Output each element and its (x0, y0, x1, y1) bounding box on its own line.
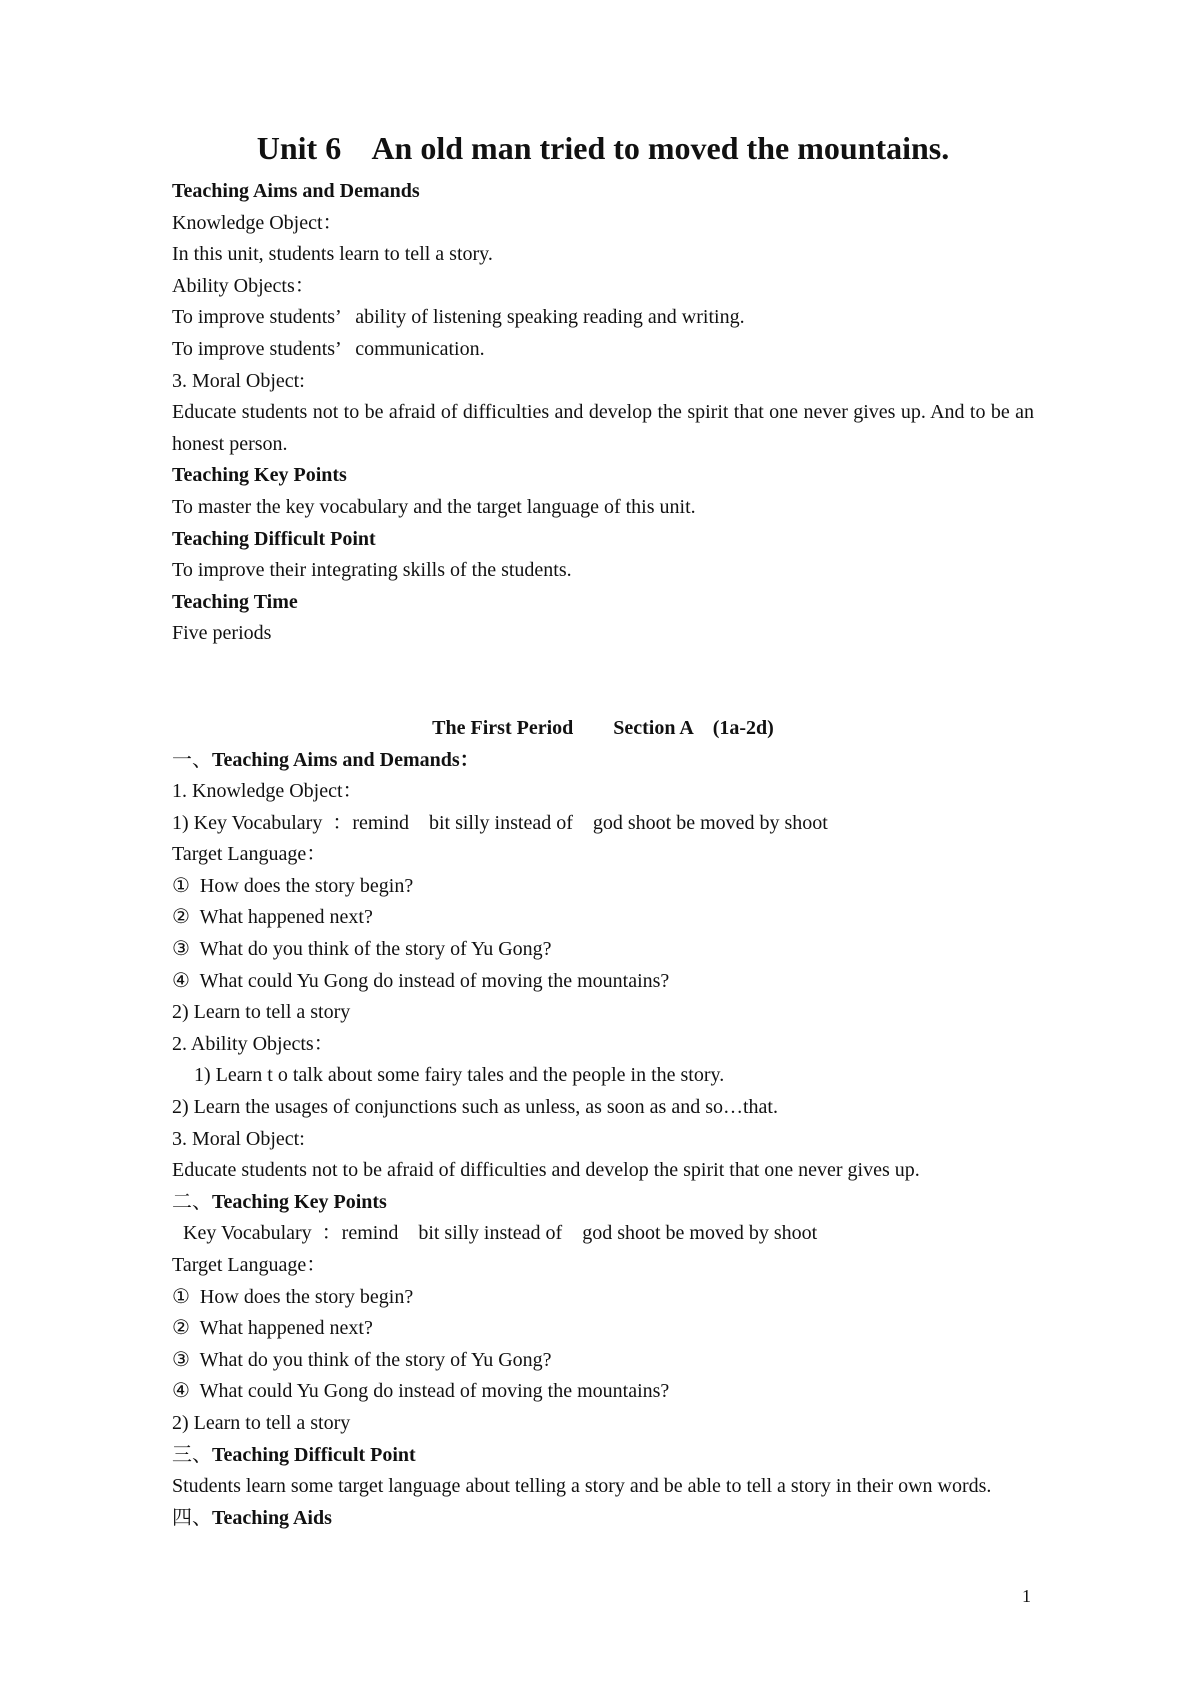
section-number: 三、 (172, 1443, 212, 1466)
ability-item: 2) Learn the usages of conjunctions such as unless, as soon as and so…that. (172, 1096, 778, 1119)
document-page (172, 120, 1034, 1534)
ability-item: To improve students’ ability of listening speaking reading and writing. (172, 306, 745, 329)
target-question: ① How does the story begin? (172, 874, 414, 897)
target-question: ① How does the story begin? (172, 1285, 414, 1308)
section-number: 二、 (172, 1190, 212, 1213)
ability-item: To improve students’ communication. (172, 337, 485, 360)
ability-label: Ability Objects： (172, 274, 315, 297)
teaching-time-text: Five periods (172, 622, 272, 645)
section-heading (172, 1503, 1034, 1535)
spacer (172, 650, 1034, 713)
difficult-point-text: To improve their integrating skills of the students. (172, 559, 572, 582)
target-language-label: Target Language： (172, 1254, 327, 1276)
target-language-label: Target Language： (172, 843, 327, 866)
section-heading-text: Teaching Key Points (212, 1190, 387, 1213)
knowledge-label: Knowledge Object： (172, 211, 343, 234)
learn-item: 2) Learn to tell a story (172, 1411, 351, 1434)
moral-label: 3. Moral Object: (172, 369, 305, 392)
section-heading (172, 1187, 1034, 1219)
target-question: ③ What do you think of the story of Yu Gong? (172, 938, 552, 961)
moral-label: 3. Moral Object: (172, 1127, 305, 1150)
difficult-point-text: Students learn some target language about telling a story and be able to tell a story in their own words. (172, 1475, 992, 1498)
difficult-point-heading: Teaching Difficult Point (172, 527, 376, 550)
target-question: ② What happened next? (172, 906, 373, 929)
key-points-text: To master the key vocabulary and the target language of this unit. (172, 495, 696, 518)
section-heading (172, 1440, 1034, 1472)
target-question: ④ What could Yu Gong do instead of moving the mountains? (172, 969, 670, 992)
target-question: ③ What do you think of the story of Yu Gong? (172, 1348, 552, 1371)
page-number: 1 (1022, 1586, 1031, 1606)
key-points-heading: Teaching Key Points (172, 464, 347, 487)
period-title: The First Period Section A (1a-2d) (432, 716, 774, 739)
section-number: 四、 (172, 1506, 212, 1529)
key-vocabulary: 1) Key Vocabulary ：remind bit silly instead of god shoot be moved by shoot (172, 811, 828, 834)
teaching-time-heading: Teaching Time (172, 590, 298, 613)
section-heading (172, 745, 1034, 777)
learn-item: 2) Learn to tell a story (172, 1001, 351, 1024)
section-heading-text: Teaching Aims and Demands： (212, 748, 480, 771)
target-question: ② What happened next? (172, 1317, 373, 1340)
moral-text: Educate students not to be afraid of difficulties and develop the spirit that one never gives up. And to be an honest person. (172, 401, 1034, 455)
target-question: ④ What could Yu Gong do instead of moving the mountains? (172, 1380, 670, 1403)
ability-item: 1) Learn t o talk about some fairy tales and the people in the story. (194, 1064, 725, 1087)
key-vocabulary: Key Vocabulary ：remind bit silly instead of god shoot be moved by shoot (183, 1222, 818, 1245)
knowledge-text: In this unit, students learn to tell a story. (172, 243, 493, 266)
moral-text: Educate students not to be afraid of difficulties and develop the spirit that one never gives up. (172, 1159, 920, 1182)
document-title: Unit 6 An old man tried to moved the mountains. (256, 130, 950, 166)
aims-heading: Teaching Aims and Demands (172, 180, 420, 202)
section-heading-text: Teaching Difficult Point (212, 1443, 416, 1466)
section-heading-text: Teaching Aids (212, 1506, 332, 1529)
ability-label: 2. Ability Objects： (172, 1032, 334, 1055)
section-number: 一、 (172, 748, 212, 771)
knowledge-label: 1. Knowledge Object： (172, 780, 363, 803)
